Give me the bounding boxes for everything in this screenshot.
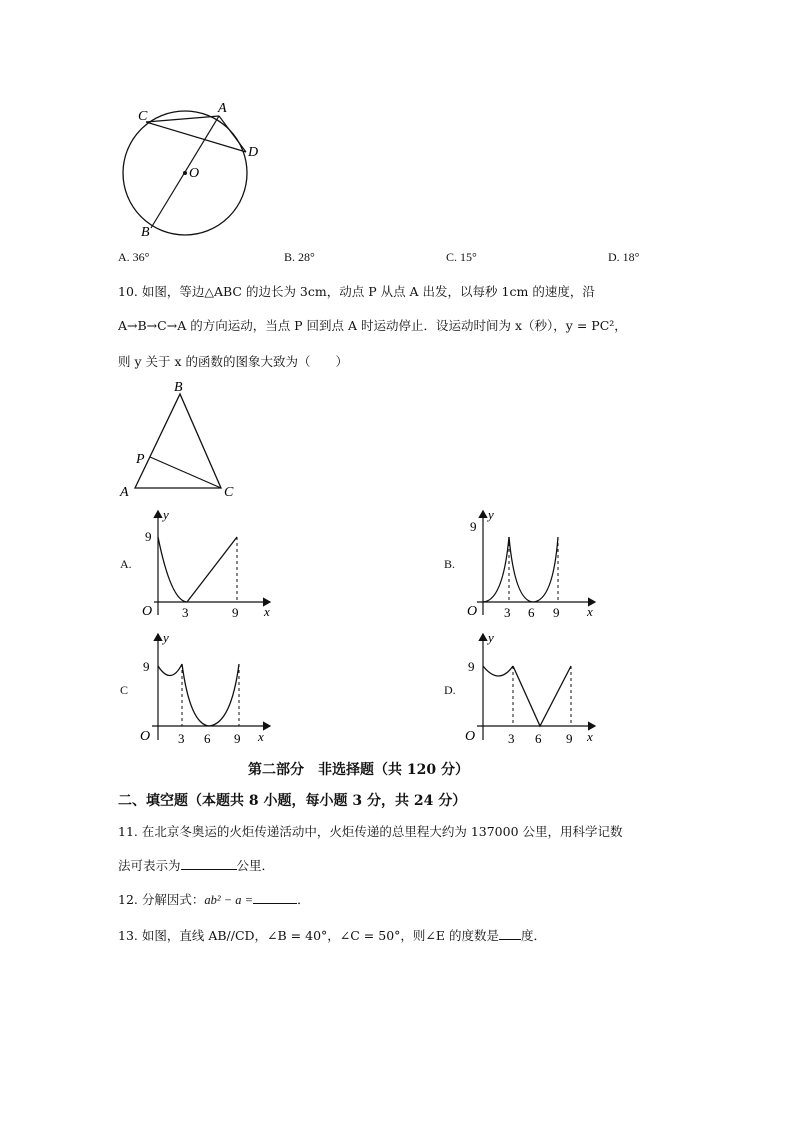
center-dot [183,171,187,175]
graph-d [463,628,603,748]
q12-prefix: 12. 分解因式： [118,892,205,907]
q11-answer-blank[interactable] [181,857,237,870]
y-tick-9: 9 [468,659,475,674]
x-axis-label: x [264,604,270,619]
graph-a-line [187,537,237,602]
q12-line [118,890,310,908]
point-label-d: D [248,145,259,160]
point-label-c: C [224,485,234,500]
x-tick-3: 3 [508,731,515,746]
graph-b-curve-2 [509,537,533,602]
q13-suffix: 度． [520,928,546,943]
origin-label: O [467,604,478,619]
x-axis-label: x [587,604,593,619]
x-axis-label: x [587,729,593,744]
point-label-a: A [218,101,227,116]
point-label-o: O [189,166,200,181]
graph-c [138,628,278,748]
q10-line3: 则 y 关于 x 的函数的图象大致为（ ） [118,354,349,369]
point-label-b: B [174,380,183,395]
segment-pc [150,457,221,488]
q11-line2-prefix: 法可表示为 [118,858,181,873]
part2-title: 第二部分 非选择题（共 120 分） [248,762,469,778]
segment-ad [219,116,246,152]
section2-title: 二、填空题（本题共 8 小题，每小题 3 分，共 24 分） [118,793,467,809]
y-axis-label: y [488,507,494,522]
graph-d-lines [513,666,571,726]
x-tick-6: 6 [535,731,542,746]
x-tick-9: 9 [553,605,560,620]
q10-line2: A→B→C→A 的方向运动，当点 P 回到点 A 时运动停止．设运动时间为 x（秒），y = PC²， [118,318,627,333]
point-label-p: P [136,452,145,467]
point-label-c: C [138,109,148,124]
graph-b [463,505,603,620]
graph-a [138,505,278,620]
x-tick-9: 9 [234,731,241,746]
x-tick-3: 3 [504,605,511,620]
origin-label: O [465,729,476,744]
y-tick-9: 9 [145,529,152,544]
x-tick-6: 6 [204,731,211,746]
y-axis-label: y [163,507,169,522]
graph-b-curve-3 [533,537,558,602]
option-d[interactable]: D. 18° [608,250,640,264]
q13-prefix: 13. 如图，直线 AB//CD，∠B = 40°，∠C = 50°，则∠E 的度数是 [118,928,499,943]
x-tick-9: 9 [566,731,573,746]
y-tick-9: 9 [143,659,150,674]
q13-answer-blank[interactable] [499,927,521,940]
option-c[interactable]: C. 15° [446,250,477,264]
graph-a-curve [158,537,187,602]
x-tick-6: 6 [528,605,535,620]
q12-expression: ab² − a = [204,893,254,907]
x-tick-9: 9 [232,605,239,620]
graph-option-c-label[interactable]: C [120,683,129,697]
graph-c-curve-2 [182,664,239,726]
origin-label: O [140,729,151,744]
circle-figure [108,95,278,245]
graph-option-b-label[interactable]: B. [444,557,456,571]
triangle-figure [116,378,246,500]
triangle-abc [135,394,221,488]
graph-b-curve-1 [483,537,509,602]
graph-c-curve-1 [158,664,182,676]
q10-line1: 10. 如图，等边△ABC 的边长为 3cm，动点 P 从点 A 出发，以每秒 1cm 的速度，沿 [118,284,595,299]
graph-d-curve [483,666,513,676]
origin-label: O [142,604,153,619]
x-axis-label: x [258,729,264,744]
point-label-b: B [141,225,150,240]
q11-line2 [118,856,274,874]
x-tick-3: 3 [178,731,185,746]
segment-ca [146,116,219,122]
y-axis-label: y [488,630,494,645]
q11-line1: 11. 在北京冬奥运的火炬传递活动中，火炬传递的总里程大约为 137000 公里，用科学记数 [118,824,623,839]
option-a[interactable]: A. 36° [118,250,150,264]
option-b[interactable]: B. 28° [284,250,315,264]
q12-suffix: ． [297,892,310,907]
segment-cd [146,122,246,152]
q11-line2-suffix: 公里． [236,858,275,873]
graph-option-a-label[interactable]: A. [120,557,132,571]
y-axis-label: y [163,630,169,645]
point-label-a: A [120,485,129,500]
q12-answer-blank[interactable] [253,891,297,904]
x-tick-3: 3 [182,605,189,620]
q13-line [118,926,546,944]
graph-option-d-label[interactable]: D. [444,683,456,697]
y-tick-9: 9 [470,519,477,534]
